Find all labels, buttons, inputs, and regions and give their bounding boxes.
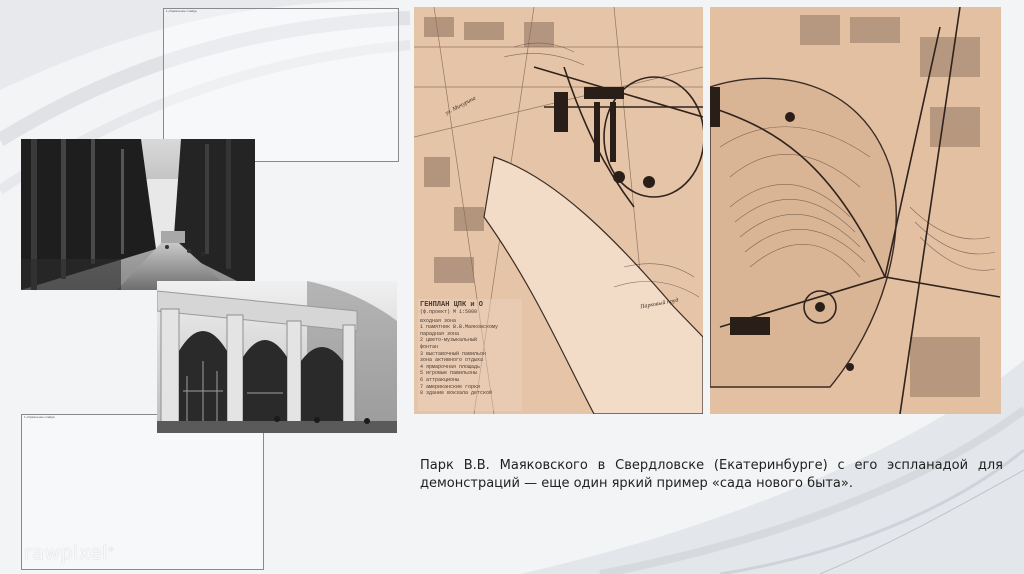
entrance-arch-photo (157, 281, 397, 433)
legend-item: входная зона (420, 317, 457, 324)
legend-item: 7 американские горки (420, 383, 481, 390)
legend-item: зона активного отдыха (420, 357, 484, 364)
caption-text: Парк В.В. Маяковского в Свердловске (Екатеринбурге) с его эспланадой для демонстраций — еще один яркий пример «сада нового быта». (420, 458, 1003, 491)
registered-mark: ® (107, 546, 115, 554)
frame-label: 1 обрамление слайда (24, 415, 55, 419)
map-right-sheet (710, 7, 1001, 414)
frame-label: 1 обрамление слайда (166, 9, 197, 13)
legend-item: парадная зона (420, 330, 460, 337)
legend-item: 8 здание вокзала детской (420, 390, 493, 397)
map-left-sheet (414, 7, 703, 414)
legend-scale: (ф.проект) М 1:5000 (420, 309, 478, 315)
legend-item: 5 игровые павильоны (420, 370, 478, 377)
park-alley-photo (21, 139, 255, 290)
legend-item: 1 памятник В.В.Маяковскому (420, 324, 499, 331)
watermark (24, 542, 114, 564)
legend-item: фонтан (420, 343, 439, 350)
watermark-text: rawpixel (24, 542, 108, 564)
legend-item: 4 ярмарочная площадь (420, 363, 481, 370)
legend-item: 2 цвето-музыкальный (420, 337, 478, 344)
legend-item: 3 выставочный павильон (420, 350, 487, 357)
road-label: ул. Мичурина (444, 95, 477, 117)
map-legend (420, 301, 520, 397)
legend-title: ГЕНПЛАН ЦПК и О (420, 301, 484, 309)
legend-item: 6 аттракционы (420, 376, 460, 383)
pond-label: Парковый пруд (639, 297, 679, 311)
